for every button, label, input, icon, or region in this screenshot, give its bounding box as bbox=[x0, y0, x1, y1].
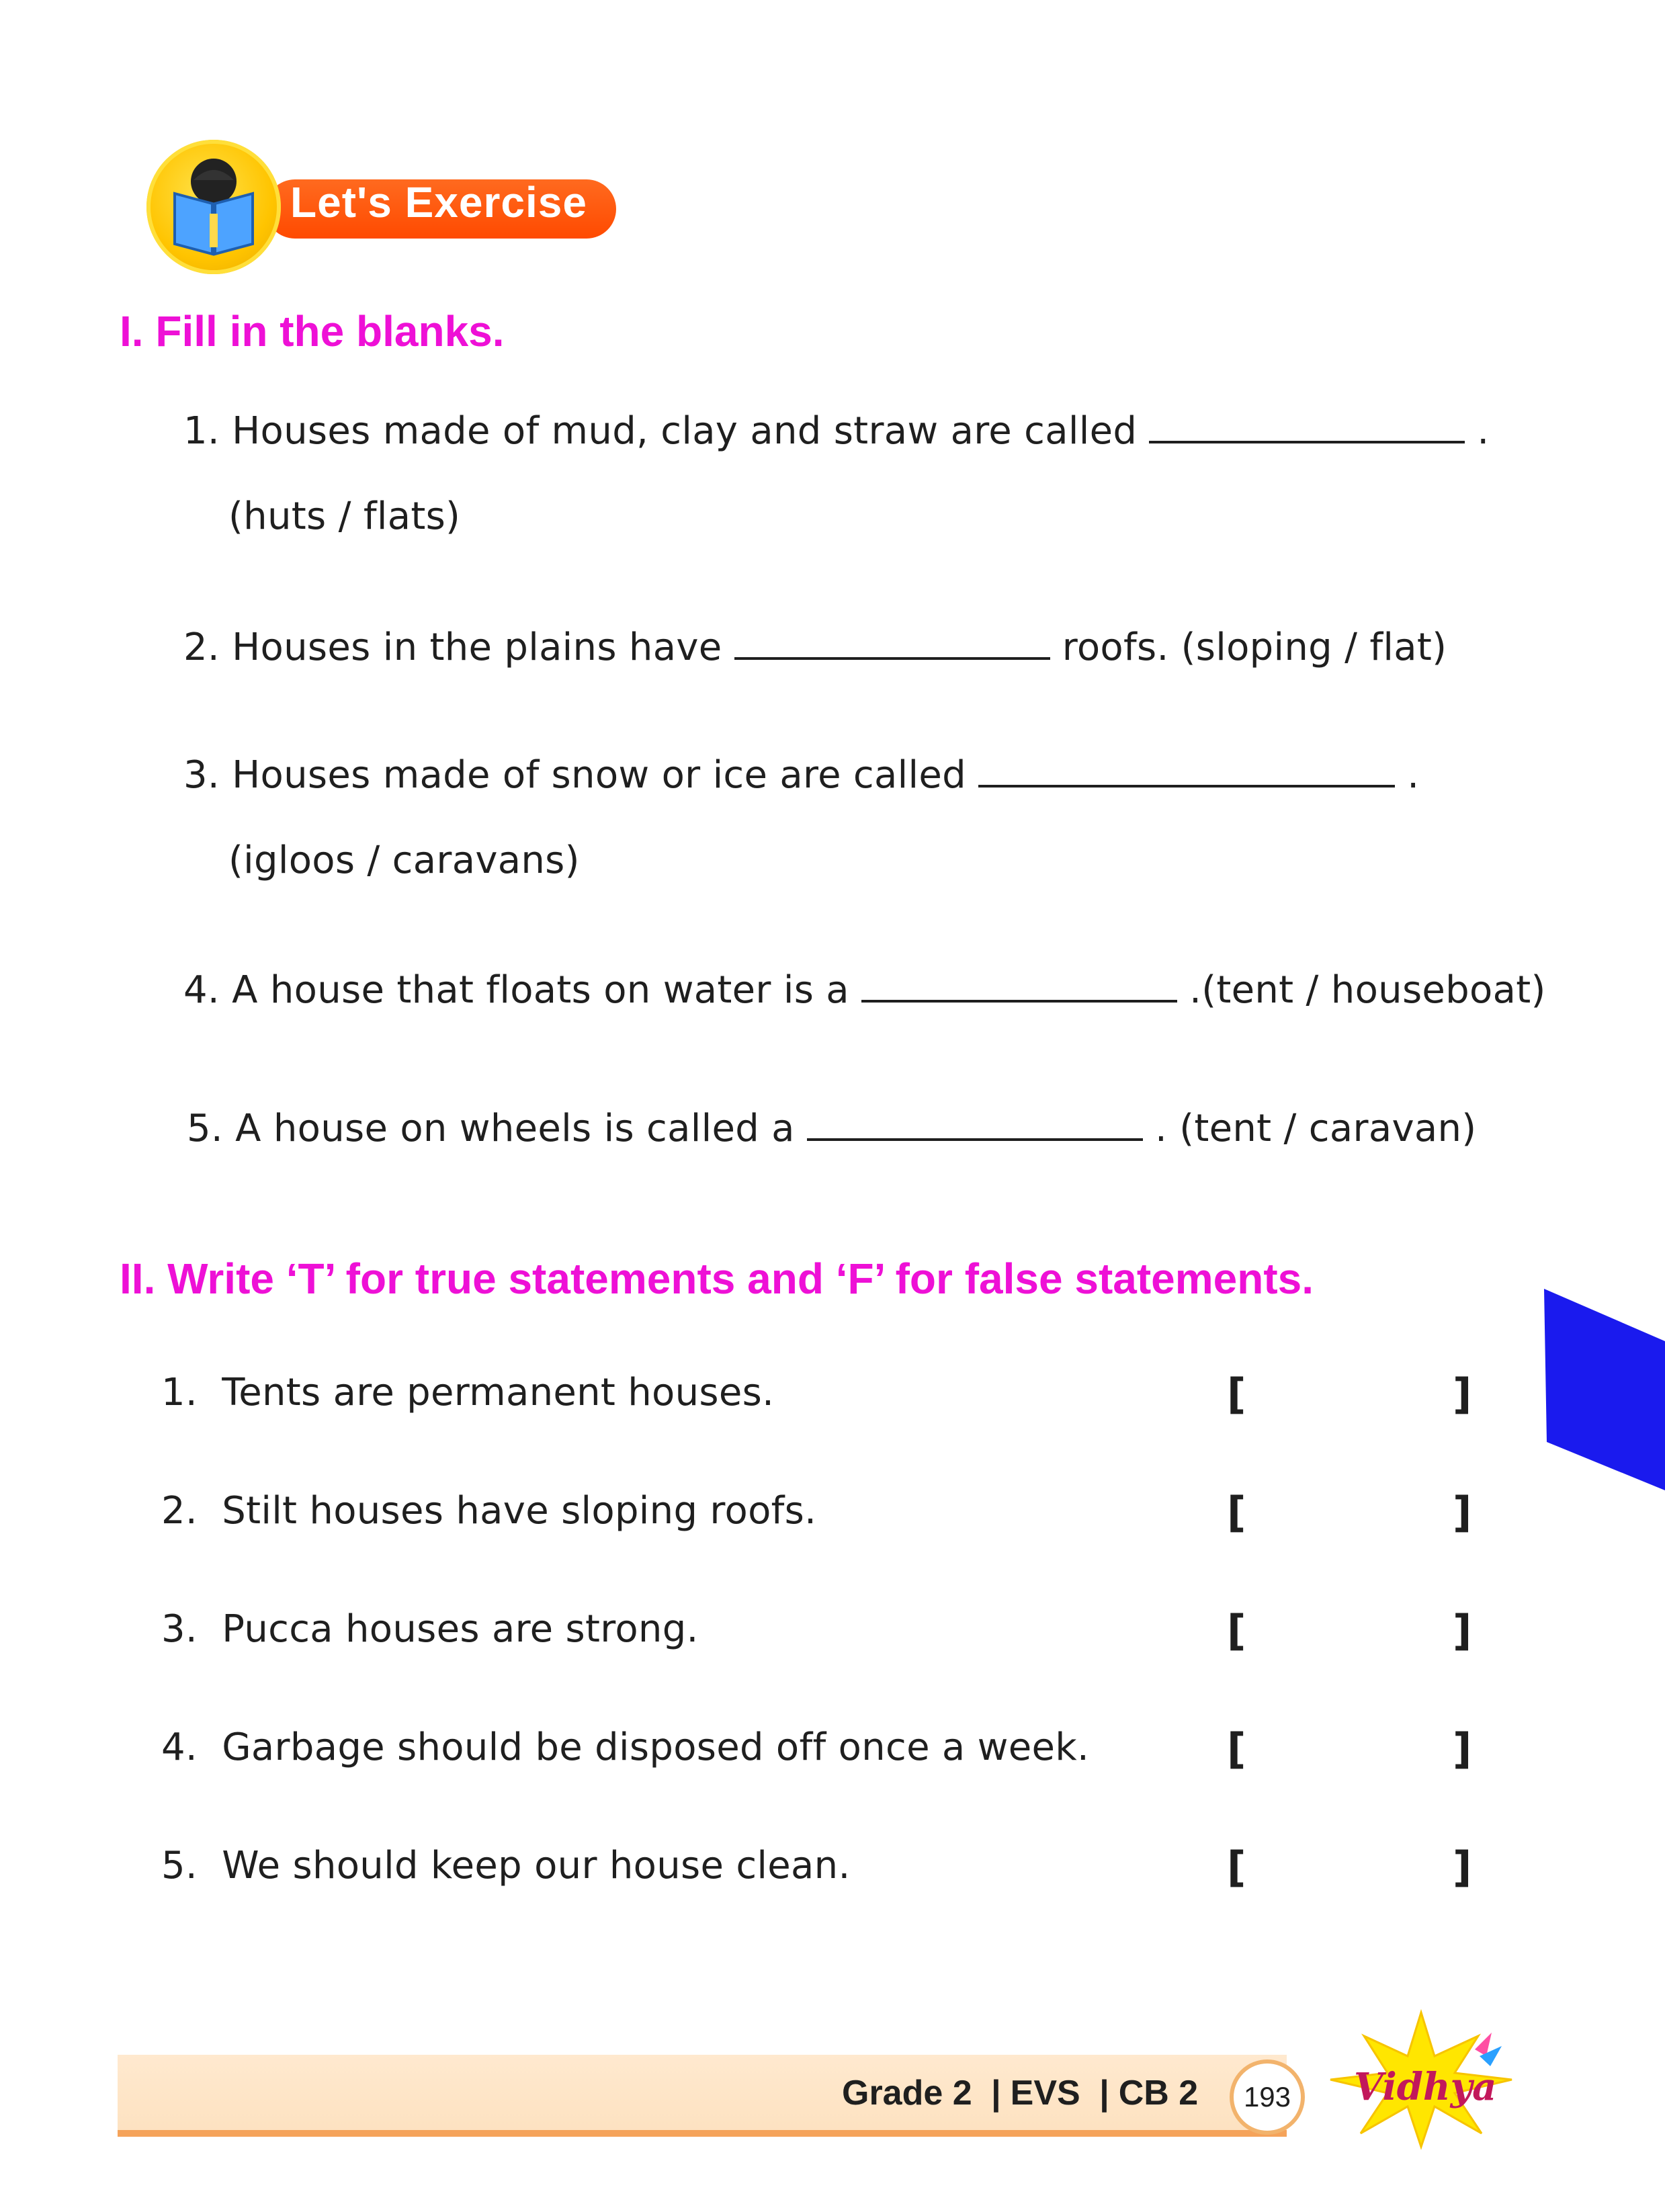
fill-question-1: 1. Houses made of mud, clay and straw are called . bbox=[183, 400, 1490, 453]
fill-question-5: 5. A house on wheels is called a . (tent / caravan) bbox=[187, 1098, 1476, 1150]
footer-label: Grade 2 | EVS | CB 2 bbox=[842, 2074, 1199, 2113]
answer-bracket-close-2: ] bbox=[1453, 1488, 1472, 1537]
tf-question-3: 3. Pucca houses are strong. bbox=[161, 1607, 699, 1651]
answer-blank-5[interactable] bbox=[807, 1098, 1143, 1141]
answer-bracket-open-3[interactable]: [ bbox=[1227, 1606, 1246, 1655]
lets-exercise-label: Let's Exercise bbox=[290, 178, 587, 226]
tf-question-2: 2. Stilt houses have sloping roofs. bbox=[161, 1489, 817, 1533]
answer-bracket-open-5[interactable]: [ bbox=[1227, 1842, 1246, 1891]
answer-blank-4[interactable] bbox=[861, 960, 1177, 1003]
answer-bracket-open-4[interactable]: [ bbox=[1227, 1724, 1246, 1773]
tf-question-4: 4. Garbage should be disposed off once a week. bbox=[161, 1726, 1090, 1769]
vidhya-logo bbox=[1310, 2009, 1532, 2150]
answer-blank-3[interactable] bbox=[978, 745, 1395, 788]
side-tab-marker bbox=[1544, 1289, 1665, 1490]
fill-question-3: 3. Houses made of snow or ice are called . bbox=[183, 745, 1419, 797]
answer-bracket-close-1: ] bbox=[1453, 1369, 1472, 1418]
page-number: 193 bbox=[1230, 2059, 1305, 2135]
answer-blank-2[interactable] bbox=[734, 617, 1050, 660]
answer-bracket-close-5: ] bbox=[1453, 1842, 1472, 1891]
answer-bracket-open-1[interactable]: [ bbox=[1227, 1369, 1246, 1418]
answer-bracket-open-2[interactable]: [ bbox=[1227, 1488, 1246, 1537]
fill-options-1: (huts / flats) bbox=[228, 495, 461, 538]
fill-question-4: 4. A house that floats on water is a .(tent / houseboat) bbox=[183, 960, 1546, 1012]
tf-question-5: 5. We should keep our house clean. bbox=[161, 1844, 851, 1887]
answer-bracket-close-4: ] bbox=[1453, 1724, 1472, 1773]
reading-boy-icon bbox=[146, 140, 281, 274]
tf-question-1: 1. Tents are permanent houses. bbox=[161, 1371, 775, 1414]
answer-bracket-close-3: ] bbox=[1453, 1606, 1472, 1655]
fill-options-3: (igloos / caravans) bbox=[228, 839, 580, 882]
fill-question-2: 2. Houses in the plains have roofs. (sloping / flat) bbox=[183, 617, 1447, 669]
section1-heading: I. Fill in the blanks. bbox=[120, 307, 505, 355]
answer-blank-1[interactable] bbox=[1149, 400, 1465, 443]
svg-text:Vidhya: Vidhya bbox=[1354, 2065, 1497, 2109]
section2-heading: II. Write ‘T’ for true statements and ‘F’ for false statements. bbox=[120, 1254, 1314, 1303]
